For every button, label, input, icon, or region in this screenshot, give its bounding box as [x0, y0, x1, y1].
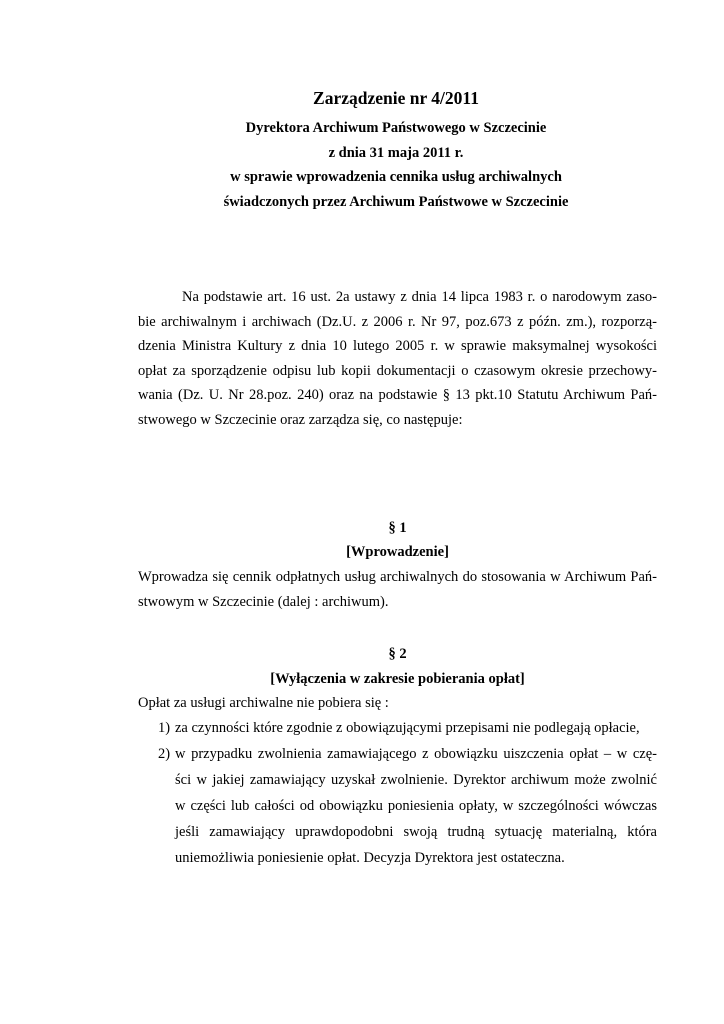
section-1-number: § 1	[388, 520, 407, 536]
section-2-heading: [Wyłączenia w zakresie pobierania opłat]	[270, 671, 525, 687]
list-item-line: uniemożliwia poniesienie opłat. Decyzja Dyrektora jest ostateczna.	[175, 850, 565, 866]
paragraph-line: wania (Dz. U. Nr 28.poz. 240) oraz na podstawie § 13 pkt.10 Statutu Archiwum Pań-	[138, 387, 657, 404]
section-1-heading: [Wprowadzenie]	[346, 544, 449, 560]
paragraph-line: bie archiwalnym i archiwach (Dz.U. z 2006 r. Nr 97, poz.673 z późn. zm.), rozporzą-	[138, 313, 657, 330]
exemption-list	[138, 715, 657, 871]
list-item-line: ści w jakiej zamawiający uzyskał zwolnienie. Dyrektor archiwum może zwolnić	[175, 772, 657, 788]
list-item-line: w części lub całości od obowiązku poniesienia opłaty, w szczególności wówczas	[175, 798, 657, 814]
section-2-intro	[138, 691, 657, 716]
paragraph-line: dzenia Ministra Kultury z dnia 10 lutego 2005 r. w sprawie maksymalnej wysokości	[138, 338, 657, 355]
list-item	[138, 715, 657, 741]
list-item-line: jeśli zamawiający uprawdopodobni swoją trudną sytuację materialną, która	[175, 824, 657, 840]
intro-paragraph	[138, 285, 657, 433]
list-item	[138, 741, 657, 871]
list-item-line: za czynności które zgodnie z obowiązującymi przepisami nie podlegają opłacie,	[175, 720, 640, 736]
document-title: Zarządzenie nr 4/2011	[313, 88, 479, 108]
subheading-line: świadczonych przez Archiwum Państwowe w Szczecinie	[223, 193, 569, 210]
list-item-line: w przypadku zwolnienia zamawiającego z obowiązku uiszczenia opłat – w czę-	[175, 746, 657, 762]
list-item-number: 2)	[158, 746, 171, 762]
subheading-line: Dyrektora Archiwum Państwowego w Szczecinie	[245, 120, 547, 136]
paragraph-line: Na podstawie art. 16 ust. 2a ustawy z dnia 14 lipca 1983 r. o narodowym zaso-	[182, 289, 657, 305]
paragraph-line: Wprowadza się cennik odpłatnych usług archiwalnych do stosowania w Archiwum Pań-	[138, 569, 657, 585]
paragraph-line: stwowego w Szczecinie oraz zarządza się, co następuje:	[138, 411, 463, 428]
subheading-line: z dnia 31 maja 2011 r.	[328, 144, 464, 161]
list-item-number: 1)	[158, 720, 171, 736]
paragraph-line: Opłat za usługi archiwalne nie pobiera się :	[138, 695, 389, 711]
document-subheading	[34, 116, 724, 214]
section-1-text	[138, 565, 657, 614]
paragraph-line: stwowym w Szczecinie (dalej : archiwum).	[138, 593, 389, 610]
section-2-number: § 2	[388, 646, 407, 662]
subheading-line: w sprawie wprowadzenia cennika usług archiwalnych	[230, 169, 562, 185]
paragraph-line: opłat za sporządzenie odpisu lub kopii dokumentacji o czasowym okresie przechowy-	[138, 362, 657, 379]
